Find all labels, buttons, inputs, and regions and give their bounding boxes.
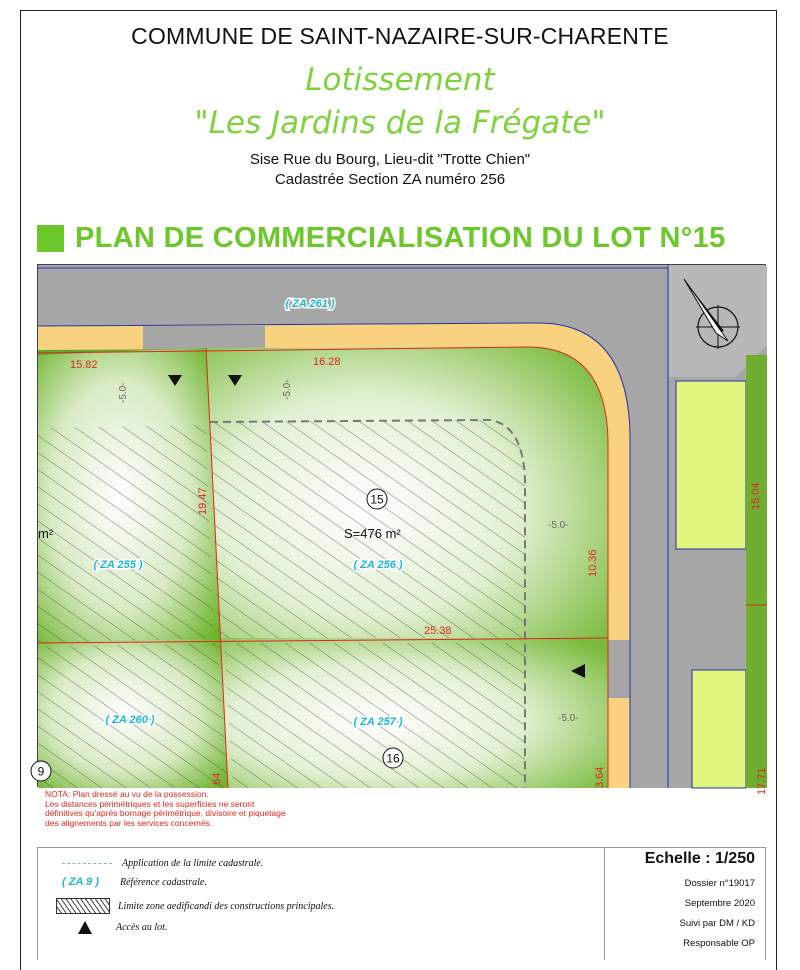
responsable-label: Responsable OP bbox=[683, 938, 755, 949]
cadastre-line: Cadastrée Section ZA numéro 256 bbox=[274, 171, 506, 188]
hatch-swatch-icon bbox=[56, 898, 110, 914]
level-2: -5.0- bbox=[282, 379, 293, 400]
lotissement-name: "Les Jardins de la Frégate" bbox=[194, 105, 606, 141]
dashed-line-icon bbox=[62, 863, 112, 864]
plan-heading bbox=[37, 222, 726, 255]
date-label: Septembre 2020 bbox=[684, 898, 755, 909]
dim-1582: 15.82 bbox=[70, 359, 98, 371]
dossier-label: Dossier n°19017 bbox=[684, 878, 755, 889]
lot-9-number: 9 bbox=[37, 764, 45, 779]
lotissement-label: Lotissement bbox=[305, 62, 495, 98]
scale-label: Echelle : 1/250 bbox=[644, 850, 755, 867]
info-box bbox=[605, 847, 766, 960]
level-3: -5.0- bbox=[548, 520, 569, 531]
dim-364: 3.64 bbox=[594, 766, 606, 788]
legend-access-label: Accès au lot. bbox=[116, 922, 168, 933]
lime-plot-lower bbox=[692, 670, 746, 788]
lot-16-number: 16 bbox=[386, 751, 400, 766]
nota-line: des alignements par les services concernés. bbox=[45, 817, 213, 828]
legend-ref bbox=[62, 876, 207, 888]
legend-zone-label: Limite zone aedificandi des constructions principales. bbox=[118, 900, 335, 912]
dim-1504: 15.04 bbox=[750, 482, 762, 510]
legend-ref-sample: ( ZA 9 ) bbox=[62, 876, 99, 888]
surface-label: S=476 m² bbox=[344, 526, 401, 541]
nota-line: Les distances périmétriques et les superficies ne seront bbox=[45, 798, 255, 809]
commune-title: COMMUNE DE SAINT-NAZAIRE-SUR-CHARENTE bbox=[131, 23, 669, 49]
address-block bbox=[0, 150, 780, 190]
legend-cadastral bbox=[62, 858, 263, 869]
level-1: -5.0- bbox=[118, 382, 129, 403]
plan-title: PLAN DE COMMERCIALISATION DU LOT N°15 bbox=[75, 222, 726, 254]
legend-cadastral-label: Application de la limite cadastrale. bbox=[122, 858, 264, 869]
access-triangle-icon bbox=[78, 921, 92, 934]
ref-za257: ( ZA 257 ) bbox=[353, 716, 403, 728]
address-line: Sise Rue du Bourg, Lieu-dit "Trotte Chien" bbox=[249, 151, 531, 168]
legend-box bbox=[37, 847, 605, 960]
ref-za260: ( ZA 260 ) bbox=[105, 714, 155, 726]
nota-line: définitives qu'après bornage périmétrique, divisoire et piquetage bbox=[45, 808, 286, 818]
dim-1628: 16.28 bbox=[313, 356, 341, 368]
ref-za255: ( ZA 255 ) bbox=[93, 559, 143, 571]
ref-za256: ( ZA 256 ) bbox=[353, 559, 403, 571]
legend-ref-label: Référence cadastrale. bbox=[120, 876, 207, 888]
dim-1947: 19.47 bbox=[197, 487, 209, 515]
dim-1771: 17.71 bbox=[756, 767, 768, 795]
dim-1036: 10.36 bbox=[587, 549, 599, 577]
legend-zone bbox=[56, 898, 334, 914]
legend-access bbox=[78, 921, 167, 934]
dim-64: 64 bbox=[211, 772, 223, 785]
heading-square-icon bbox=[37, 225, 64, 252]
nota-line: NOTA: Plan dressé au vu de la possession. bbox=[45, 789, 209, 799]
suivi-label: Suivi par DM / KD bbox=[679, 918, 755, 929]
level-4: -5.0- bbox=[558, 713, 579, 724]
ref-za261: ( ZA 261 ) bbox=[285, 298, 335, 310]
lime-plot-upper bbox=[676, 381, 746, 549]
dim-2538: 25.38 bbox=[424, 625, 452, 637]
lot-number: 15 bbox=[370, 492, 384, 507]
nota-block bbox=[45, 790, 345, 828]
partial-surface-label: m² bbox=[38, 526, 54, 541]
